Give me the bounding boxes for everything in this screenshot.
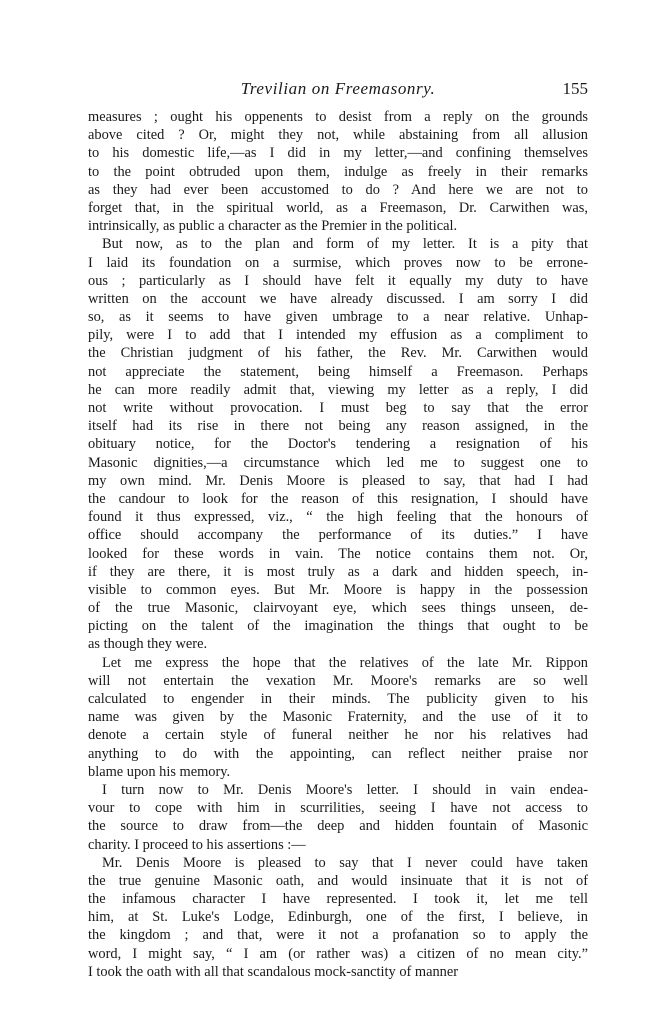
text-line: anything to do with the appointing, can reflect neither praise nor bbox=[88, 745, 588, 762]
text-line: office should accompany the performance of its duties.” I have bbox=[88, 527, 588, 544]
text-line: he can more readily admit that, viewing my letter as a reply, I did bbox=[88, 381, 588, 398]
text-line: of the true Masonic, clairvoyant eye, which sees things unseen, de- bbox=[88, 600, 588, 617]
text-line: obituary notice, for the Doctor's tendering a resignation of his bbox=[88, 436, 588, 453]
text-line: ous ; particularly as I should have felt it equally my duty to have bbox=[88, 272, 588, 289]
body-text bbox=[88, 108, 588, 981]
text-line: the source to draw from—the deep and hidden fountain of Masonic bbox=[88, 818, 588, 835]
text-line: blame upon his memory. bbox=[88, 763, 231, 780]
text-line: itself had its rise in there not being any reason assigned, in the bbox=[88, 418, 588, 435]
text-line: picting on the talent of the imagination the things that ought to be bbox=[88, 618, 588, 635]
paragraph bbox=[88, 108, 588, 235]
page-number: 155 bbox=[562, 79, 588, 98]
text-line: not write without provocation. I must beg to say that the error bbox=[88, 400, 588, 416]
page-header bbox=[88, 78, 588, 100]
text-line: vour to cope with him in scurrilities, seeing I have not access to bbox=[88, 800, 588, 817]
text-line: charity. I proceed to his assertions :— bbox=[88, 836, 306, 853]
text-line: the candour to look for the reason of this resignation, I should have bbox=[88, 490, 588, 507]
paragraph bbox=[88, 235, 588, 653]
text-line: I took the oath with all that scandalous mock-sanctity of manner bbox=[88, 963, 459, 980]
text-line: found it thus expressed, viz., “ the high feeling that the honours of bbox=[88, 509, 588, 526]
text-line: to his domestic life,—as I did in my letter,—and confining themselves bbox=[88, 145, 588, 162]
text-line: Masonic dignities,—a circumstance which led me to suggest one to bbox=[88, 454, 588, 471]
paragraph bbox=[88, 781, 588, 854]
text-line: the infamous character I have represented. I took it, let me tell bbox=[88, 891, 588, 908]
text-line: calculated to engender in their minds. The publicity given to his bbox=[88, 691, 588, 707]
text-line: I turn now to Mr. Denis Moore's letter. I should in vain endea- bbox=[102, 781, 588, 798]
paragraph bbox=[88, 854, 588, 981]
text-line: him, at St. Luke's Lodge, Edinburgh, one of the first, I believe, in bbox=[88, 909, 588, 926]
text-line: looked for these words in vain. The notice contains them not. Or, bbox=[88, 545, 588, 562]
text-line: the kingdom ; and that, were it not a profanation so to apply the bbox=[88, 927, 588, 944]
text-line: will not entertain the vexation Mr. Moore's remarks are so well bbox=[88, 672, 588, 689]
text-line: I laid its foundation on a surmise, which proves now to be errone- bbox=[88, 254, 588, 271]
text-line: if they are there, it is most truly as a dark and hidden speech, in- bbox=[88, 563, 588, 580]
text-line: as they had ever been accustomed to do ? And here we are not to bbox=[88, 181, 588, 198]
text-line: my own mind. Mr. Denis Moore is pleased to say, that had I had bbox=[88, 472, 588, 489]
text-line: But now, as to the plan and form of my letter. It is a pity that bbox=[102, 236, 588, 253]
text-line: so, as it seems to have given umbrage to a near relative. Unhap- bbox=[88, 309, 588, 326]
running-title: Trevilian on Freemasonry. bbox=[240, 79, 436, 98]
paragraph bbox=[88, 654, 588, 781]
text-line: Mr. Denis Moore is pleased to say that I never could have taken bbox=[102, 854, 588, 871]
text-line: intrinsically, as public a character as the Premier in the political. bbox=[88, 218, 458, 235]
text-line: the Christian judgment of his father, the Rev. Mr. Carwithen would bbox=[88, 345, 588, 362]
text-line: measures ; ought his oppenents to desist from a reply on the grounds bbox=[88, 109, 588, 125]
text-line: word, I might say, “ I am (or rather was) a citizen of no mean city.” bbox=[88, 945, 588, 962]
text-line: not appreciate the statement, being himself a Freemason. Perhaps bbox=[88, 363, 588, 380]
text-line: the true genuine Masonic oath, and would insinuate that it is not of bbox=[88, 872, 588, 889]
text-line: visible to common eyes. But Mr. Moore is happy in the possession bbox=[88, 581, 588, 598]
text-line: name was given by the Masonic Fraternity, and the use of it to bbox=[88, 709, 588, 726]
text-line: pily, were I to add that I intended my effusion as a compliment to bbox=[88, 327, 588, 344]
text-line: written on the account we have already discussed. I am sorry I did bbox=[88, 290, 588, 307]
text-line: to the point obtruded upon them, indulge as freely in their remarks bbox=[88, 163, 588, 180]
text-line: forget that, in the spiritual world, as a Freemason, Dr. Carwithen was, bbox=[88, 199, 588, 216]
text-line: as though they were. bbox=[88, 636, 208, 653]
text-line: denote a certain style of funeral neither he nor his relatives had bbox=[88, 727, 588, 744]
text-line: above cited ? Or, might they not, while abstaining from all allusion bbox=[88, 127, 588, 144]
text-line: Let me express the hope that the relatives of the late Mr. Rippon bbox=[102, 654, 588, 671]
